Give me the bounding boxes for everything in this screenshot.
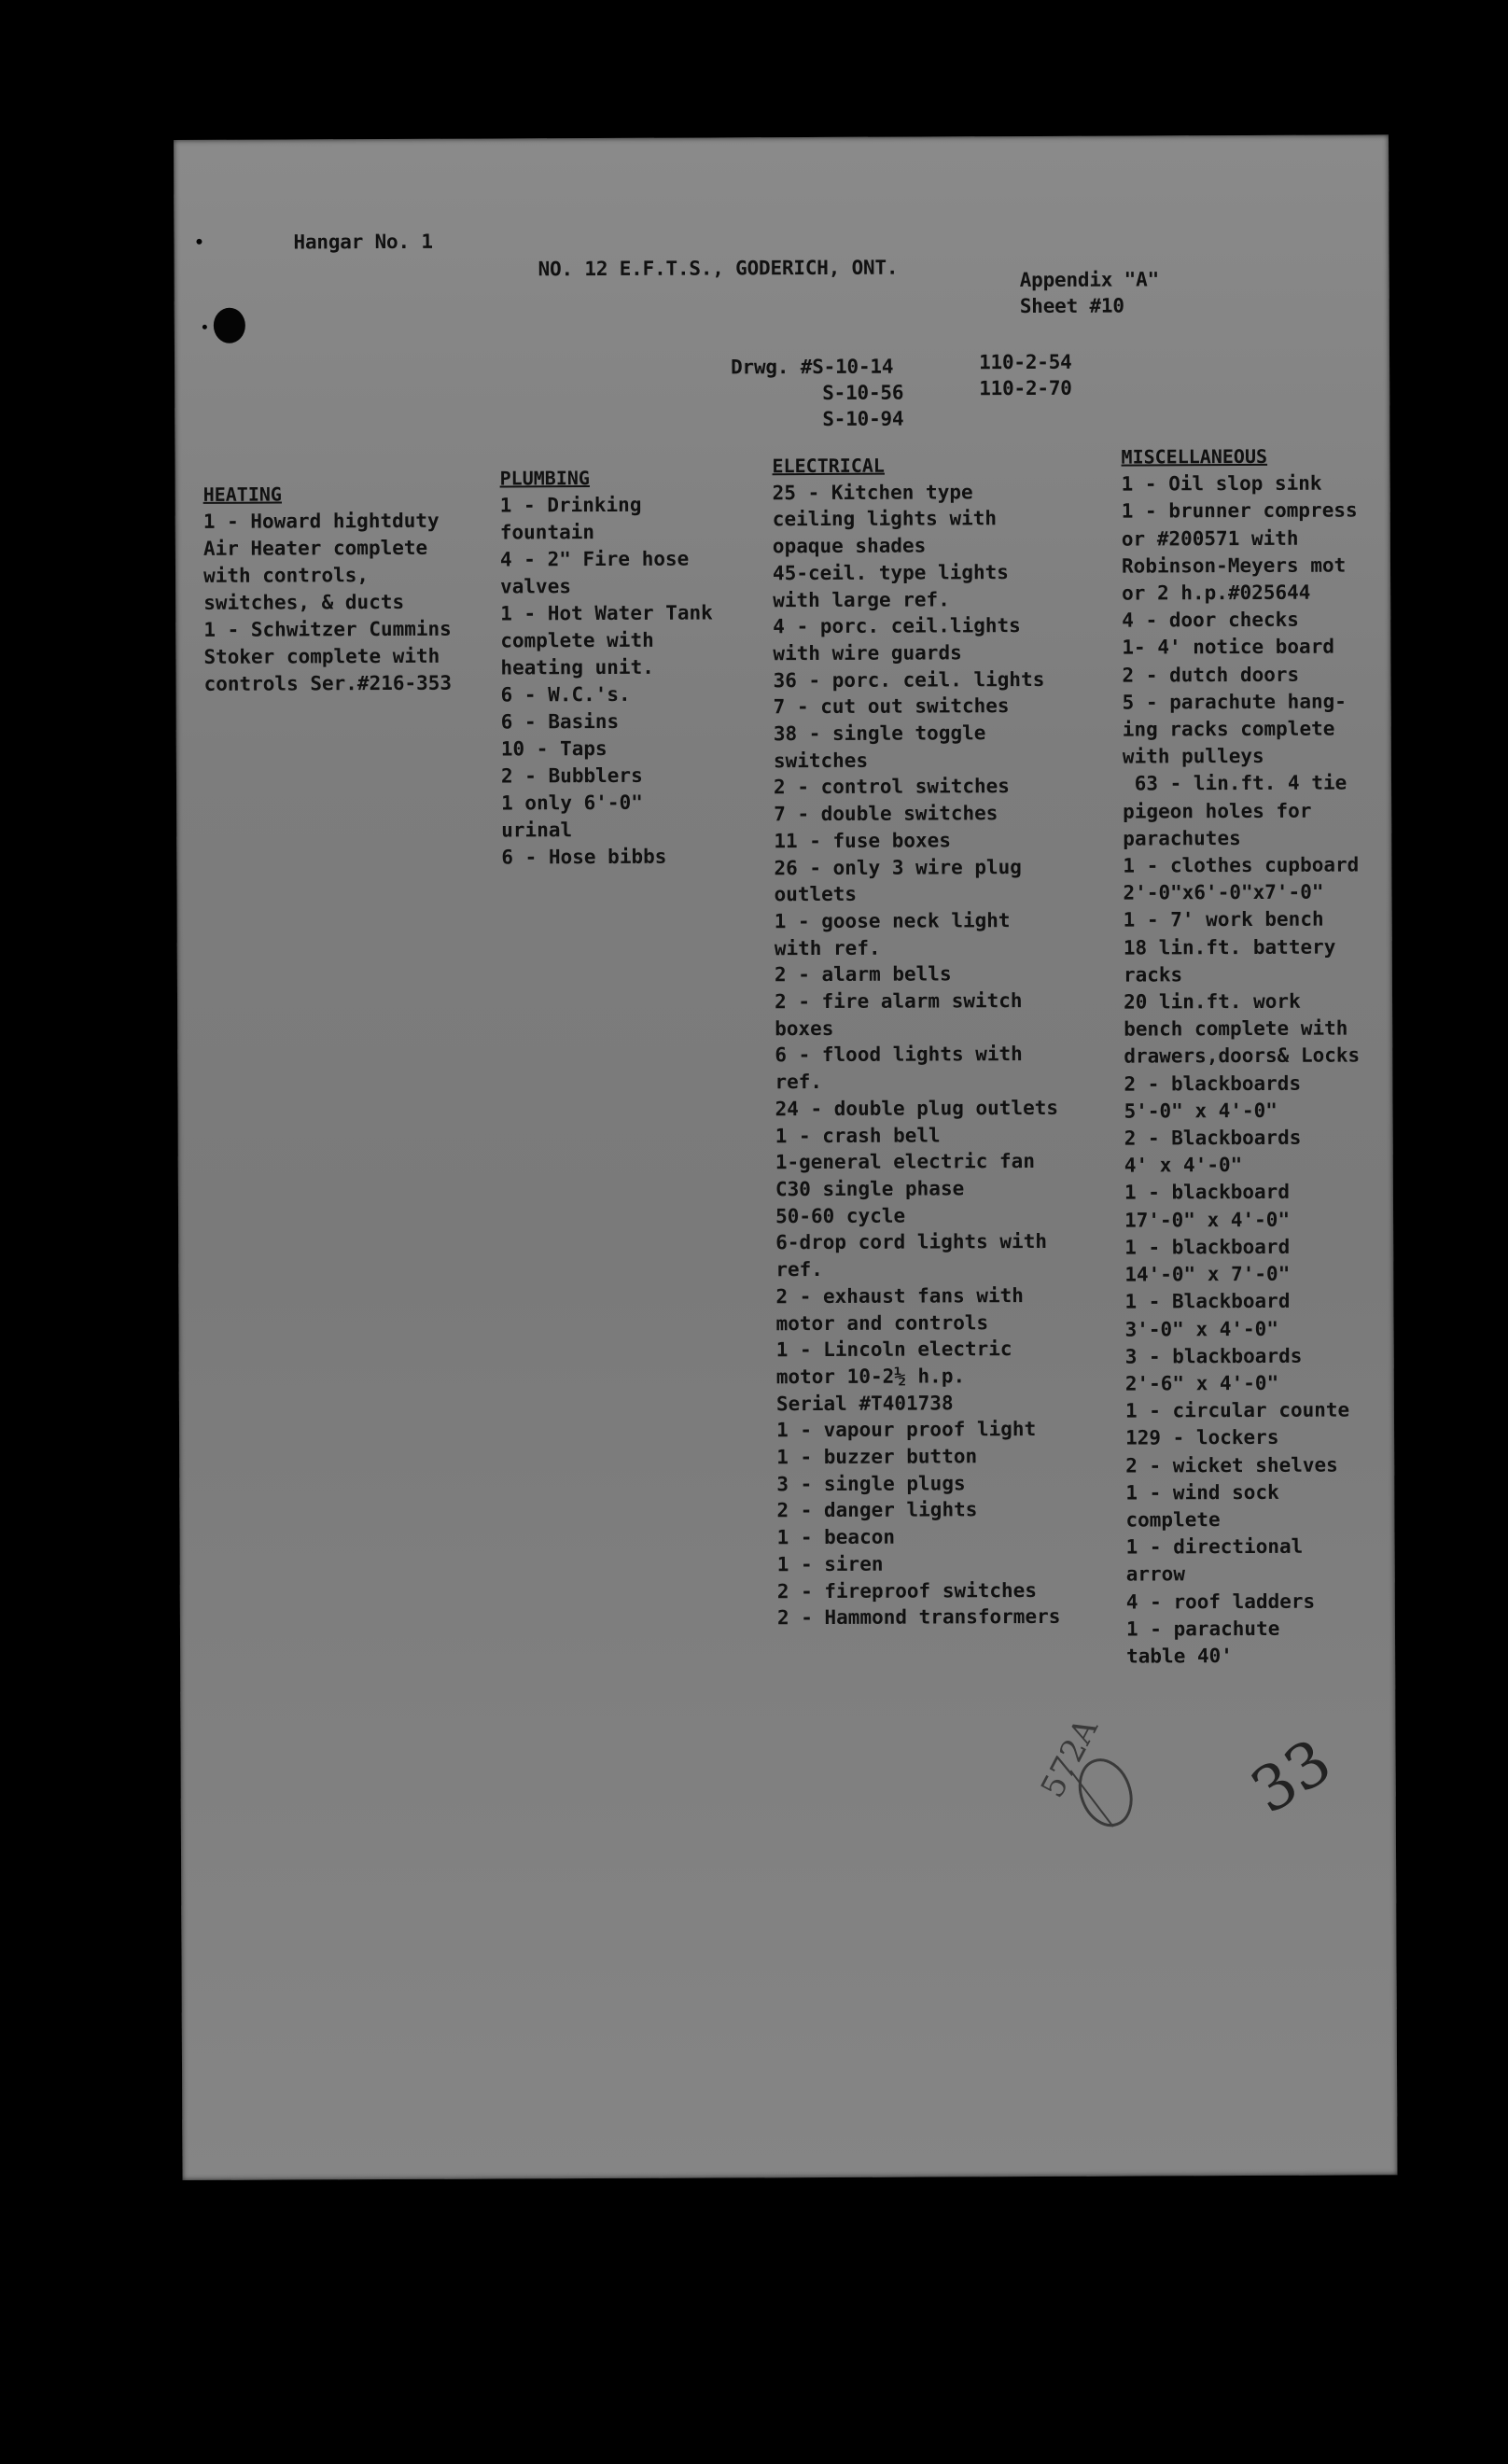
electrical-line: 1 - Lincoln electric — [775, 1337, 1012, 1362]
electrical-line: ref. — [775, 1258, 823, 1281]
miscellaneous-line: 1 - circular counte — [1124, 1398, 1350, 1422]
electrical-line: 7 - cut out switches — [773, 694, 1010, 719]
heating-column — [203, 481, 484, 698]
plumbing-heading: PLUMBING — [499, 467, 590, 490]
drawing-numbers-line2: S-10-56 — [822, 381, 904, 404]
electrical-column — [772, 452, 1113, 1631]
electrical-line: 11 - fuse boxes — [774, 829, 951, 853]
heating-line: 1 - Howard hightduty — [202, 509, 440, 533]
electrical-line: 1-general electric fan — [775, 1150, 1035, 1174]
miscellaneous-line: 5 - parachute hang- — [1122, 690, 1347, 714]
electrical-line: 1 - siren — [776, 1552, 884, 1576]
electrical-line: 25 - Kitchen type — [772, 480, 973, 504]
ink-speck — [196, 239, 202, 245]
electrical-line: 1 - crash bell — [775, 1124, 941, 1147]
drawing-numbers-line3: S-10-94 — [822, 407, 904, 430]
heating-line: controls Ser.#216-353 — [203, 671, 453, 695]
heating-line: Stoker complete with — [203, 644, 440, 668]
miscellaneous-line: 5'-0" x 4'-0" — [1124, 1099, 1278, 1123]
miscellaneous-line: 3 - blackboards — [1124, 1344, 1303, 1368]
miscellaneous-line: 2'-6" x 4'-0" — [1124, 1371, 1279, 1395]
plumbing-line: 1 - Drinking — [499, 493, 642, 517]
miscellaneous-line: 14'-0" x 7'-0" — [1124, 1262, 1291, 1286]
electrical-line: boxes — [775, 1016, 834, 1040]
miscellaneous-line: arrow — [1125, 1562, 1185, 1586]
miscellaneous-line: 1 - clothes cupboard — [1123, 853, 1360, 877]
electrical-line: 2 - control switches — [773, 775, 1010, 799]
electrical-line: ceiling lights with — [772, 507, 998, 531]
electrical-line: 50-60 cycle — [775, 1204, 906, 1227]
miscellaneous-line: bench complete with — [1124, 1016, 1348, 1041]
handwritten-page-number: 33 — [1238, 1725, 1344, 1828]
plumbing-line: 6 - Hose bibbs — [501, 845, 667, 869]
miscellaneous-line: 2 - Blackboards — [1124, 1126, 1302, 1150]
miscellaneous-line: table 40' — [1126, 1645, 1233, 1668]
handwritten-stamp: 572A — [1033, 1712, 1106, 1804]
electrical-line: with ref. — [774, 936, 881, 959]
electrical-line: 38 - single toggle — [773, 721, 986, 746]
heating-line: 1 - Schwitzer Cummins — [203, 617, 452, 641]
document-page — [174, 134, 1398, 2180]
plumbing-column — [500, 464, 745, 871]
miscellaneous-line: 20 lin.ft. work — [1123, 989, 1301, 1014]
miscellaneous-line: racks — [1123, 963, 1183, 987]
plumbing-line: 6 - Basins — [500, 709, 620, 734]
heating-line: switches, & ducts — [203, 590, 405, 614]
miscellaneous-line: 4 - roof ladders — [1125, 1589, 1316, 1614]
plumbing-line: fountain — [499, 521, 595, 544]
miscellaneous-line: 1 - blackboard — [1124, 1181, 1290, 1205]
miscellaneous-line: with pulleys — [1122, 745, 1264, 768]
electrical-line: C30 single phase — [775, 1177, 965, 1201]
miscellaneous-line: 2 - blackboards — [1124, 1071, 1302, 1096]
plumbing-line: valves — [500, 575, 572, 598]
electrical-line: 24 - double plug outlets — [775, 1096, 1059, 1121]
electrical-line: outlets — [774, 883, 858, 906]
miscellaneous-line: pigeon holes for — [1123, 799, 1312, 823]
miscellaneous-line: 129 - lockers — [1125, 1426, 1279, 1449]
electrical-line: 36 - porc. ceil. lights — [773, 667, 1045, 692]
electrical-line: 6-drop cord lights with — [775, 1230, 1048, 1254]
miscellaneous-line: Robinson-Meyers mot — [1121, 553, 1347, 578]
miscellaneous-line: 1- 4' notice board — [1122, 635, 1335, 659]
hangar-label: Hangar No. 1 — [293, 230, 433, 254]
miscellaneous-line: 1 - blackboard — [1124, 1235, 1291, 1259]
electrical-line: ref. — [775, 1071, 823, 1094]
electrical-line: with large ref. — [773, 587, 950, 611]
miscellaneous-line: 2'-0"x6'-0"x7'-0" — [1123, 880, 1324, 904]
electrical-line: 4 - porc. ceil.lights — [773, 614, 1021, 638]
miscellaneous-line: 4' x 4'-0" — [1124, 1154, 1243, 1177]
miscellaneous-line: parachutes — [1123, 826, 1241, 850]
plumbing-line: 6 - W.C.'s. — [500, 682, 631, 707]
electrical-line: 6 - flood lights with — [775, 1043, 1023, 1067]
ink-speck — [202, 325, 207, 329]
plumbing-line: 2 - Bubblers — [500, 763, 643, 788]
electrical-line: 2 - danger lights — [776, 1498, 978, 1522]
electrical-line: 2 - fire alarm switch — [774, 989, 1023, 1014]
drawing-numbers-right1: 110-2-54 — [978, 350, 1072, 374]
miscellaneous-line: 3'-0" x 4'-0" — [1124, 1317, 1278, 1341]
plumbing-line: 4 - 2" Fire hose — [499, 547, 690, 571]
plumbing-line: complete with — [500, 628, 654, 652]
ink-blot — [214, 308, 245, 343]
miscellaneous-heading: MISCELLANEOUS — [1121, 444, 1268, 469]
electrical-line: 7 - double switches — [774, 802, 998, 826]
electrical-line: 2 - alarm bells — [774, 962, 952, 987]
miscellaneous-line: 1 - 7' work bench — [1123, 908, 1324, 932]
miscellaneous-line: 1 - Blackboard — [1124, 1290, 1291, 1313]
heating-heading: HEATING — [202, 483, 283, 506]
electrical-line: 3 - single plugs — [776, 1472, 966, 1495]
electrical-line: with wire guards — [773, 641, 962, 665]
school-title: NO. 12 E.F.T.S., GODERICH, ONT. — [538, 256, 899, 281]
electrical-heading: ELECTRICAL — [772, 454, 886, 478]
electrical-line: Serial #T401738 — [775, 1391, 954, 1415]
electrical-line: 2 - fireproof switches — [776, 1578, 1037, 1603]
electrical-line: switches — [773, 749, 869, 772]
miscellaneous-line: drawers,doors& Locks — [1124, 1043, 1361, 1069]
miscellaneous-line: 17'-0" x 4'-0" — [1124, 1208, 1291, 1232]
plumbing-line: 1 - Hot Water Tank — [500, 601, 713, 625]
miscellaneous-line: 1 - directional — [1125, 1534, 1304, 1559]
electrical-line: 1 - vapour proof light — [775, 1418, 1037, 1442]
electrical-line: 1 - buzzer button — [776, 1445, 978, 1469]
electrical-line: 26 - only 3 wire plug — [774, 855, 1022, 879]
heating-line: with controls, — [202, 564, 370, 587]
plumbing-line: 1 only 6'-0" — [501, 791, 643, 815]
miscellaneous-line: or 2 h.p.#025644 — [1122, 581, 1311, 605]
appendix-label: Appendix "A" — [1019, 268, 1160, 292]
electrical-line: 2 - Hammond transformers — [776, 1605, 1061, 1630]
miscellaneous-line: 1 - parachute — [1125, 1617, 1280, 1641]
sheet-number: Sheet #10 — [1019, 294, 1124, 318]
electrical-line: 1 - beacon — [776, 1525, 896, 1549]
miscellaneous-line: 1 - brunner compress — [1121, 498, 1358, 523]
miscellaneous-line: 2 - dutch doors — [1122, 663, 1300, 687]
heating-line: Air Heater complete — [202, 536, 428, 560]
plumbing-line: urinal — [501, 819, 573, 842]
miscellaneous-column — [1121, 442, 1397, 1670]
plumbing-line: heating unit. — [500, 655, 654, 679]
drawing-numbers-line1: Drwg. #S-10-14 — [731, 355, 894, 379]
miscellaneous-line: 2 - wicket shelves — [1125, 1453, 1338, 1477]
electrical-line: 2 - exhaust fans with — [775, 1283, 1024, 1308]
electrical-line: 1 - goose neck light — [774, 909, 1011, 933]
miscellaneous-line: 63 - lin.ft. 4 tie — [1122, 771, 1347, 796]
electrical-line: 45-ceil. type lights — [772, 560, 1009, 585]
miscellaneous-line: 1 - wind sock — [1125, 1480, 1279, 1505]
miscellaneous-line: complete — [1125, 1508, 1221, 1532]
miscellaneous-line: or #200571 with — [1121, 526, 1299, 551]
electrical-line: motor and controls — [775, 1310, 989, 1335]
plumbing-line: 10 - Taps — [500, 736, 607, 761]
miscellaneous-line: 1 - Oil slop sink — [1121, 471, 1322, 496]
miscellaneous-line: ing racks complete — [1122, 717, 1335, 741]
drawing-numbers-right2: 110-2-70 — [979, 376, 1072, 400]
electrical-line: opaque shades — [772, 534, 927, 558]
miscellaneous-line: 18 lin.ft. battery — [1123, 935, 1336, 959]
miscellaneous-line: 4 - door checks — [1122, 608, 1299, 632]
electrical-line: motor 10-2½ h.p. — [775, 1365, 966, 1389]
